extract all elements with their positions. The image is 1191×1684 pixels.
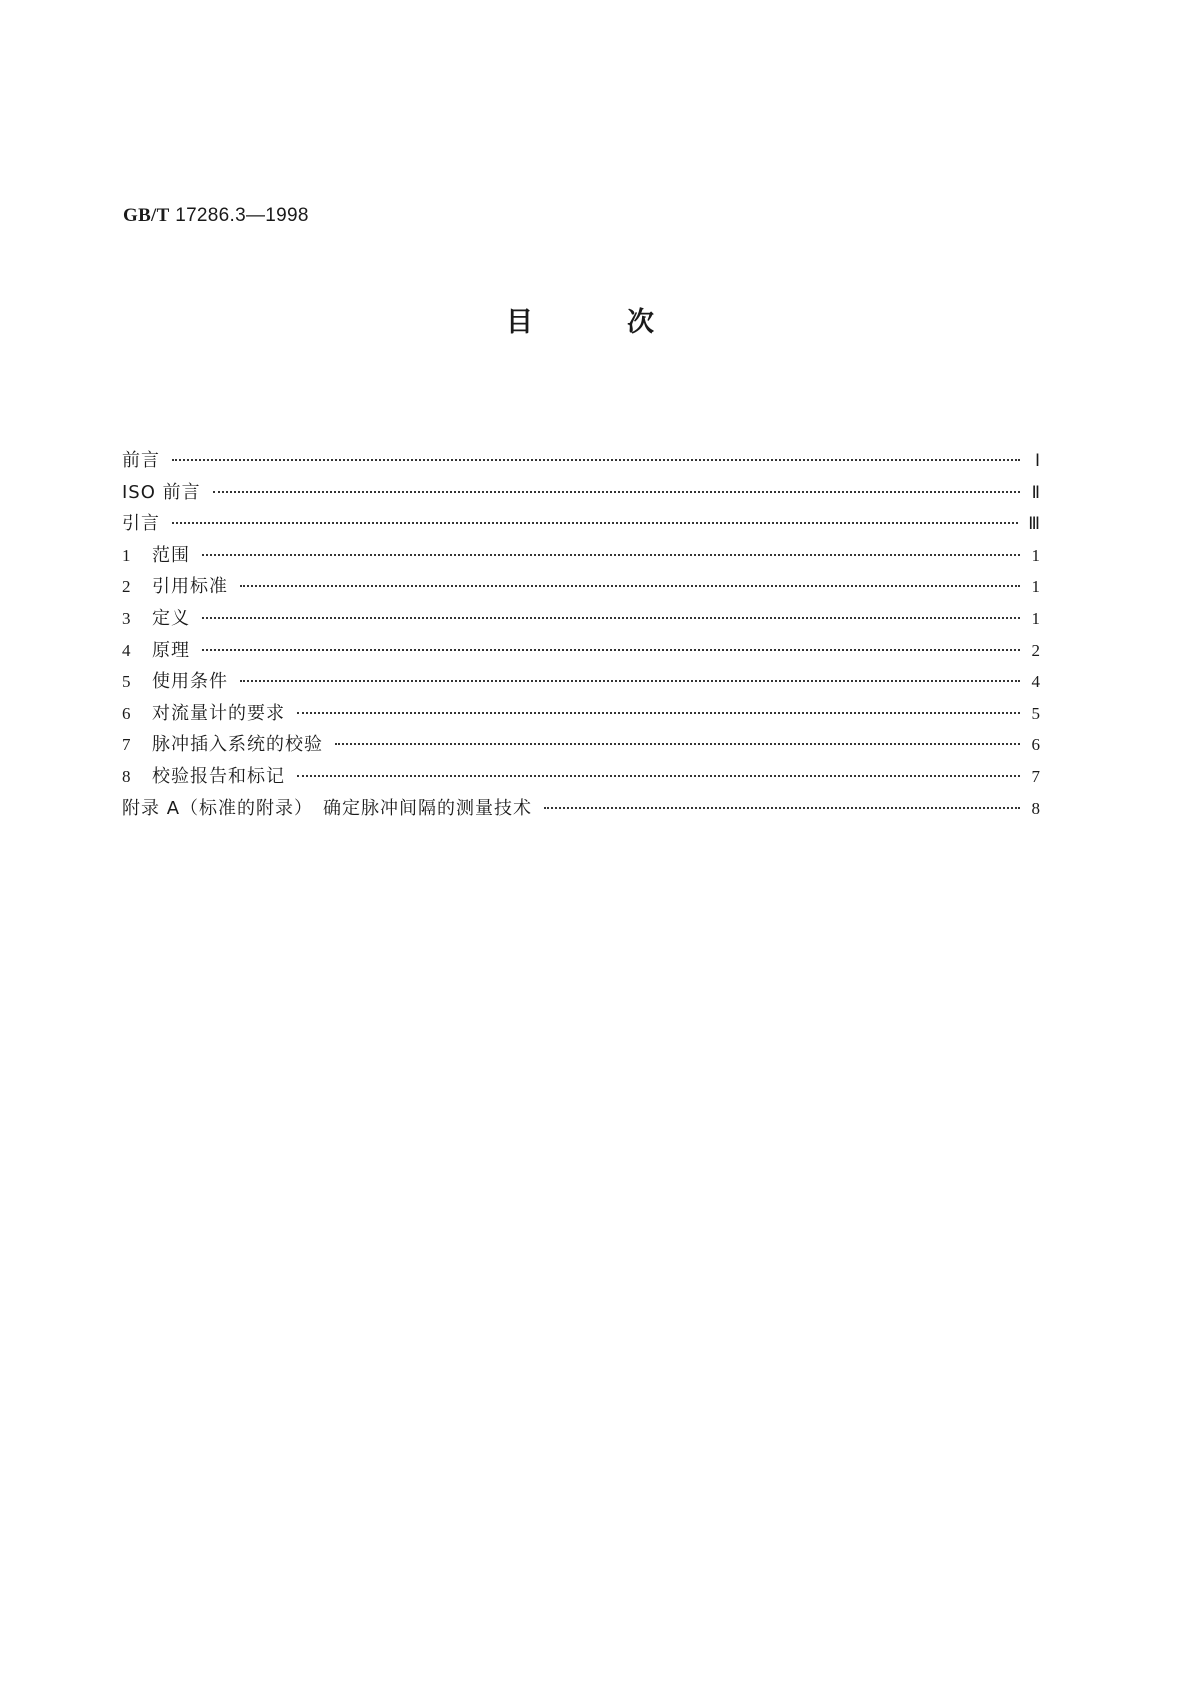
toc-entry-introduction[interactable] bbox=[122, 509, 1040, 541]
toc-entry-label: 脉冲插入系统的校验 bbox=[152, 734, 323, 756]
toc-entry-page: Ⅱ bbox=[1031, 482, 1040, 502]
toc-entry-page: Ⅲ bbox=[1028, 514, 1040, 534]
toc-entry-iso-preface[interactable] bbox=[122, 478, 1040, 510]
toc-entry-pulse-system-verification[interactable] bbox=[122, 730, 1040, 762]
dot-leader bbox=[240, 680, 1020, 682]
toc-entry-page: 4 bbox=[1031, 672, 1040, 692]
toc-entry-label: 范围 bbox=[152, 544, 190, 566]
dot-leader bbox=[213, 491, 1020, 493]
toc-entry-number: 6 bbox=[122, 703, 131, 723]
toc-entry-conditions-of-use[interactable] bbox=[122, 667, 1040, 699]
toc-entry-report-and-marking[interactable] bbox=[122, 762, 1040, 794]
toc-entry-label: 引言 bbox=[122, 513, 160, 535]
toc-entry-scope[interactable] bbox=[122, 541, 1040, 573]
toc-title bbox=[0, 300, 1191, 340]
toc-entry-label: 附录 A（标准的附录） 确定脉冲间隔的测量技术 bbox=[122, 797, 533, 819]
toc-entry-preface[interactable] bbox=[122, 446, 1040, 478]
toc-entry-page: 2 bbox=[1031, 640, 1040, 660]
toc-entry-number: 5 bbox=[122, 672, 131, 692]
table-of-contents bbox=[122, 446, 1040, 825]
toc-entry-definitions[interactable] bbox=[122, 604, 1040, 636]
toc-entry-number: 4 bbox=[122, 640, 131, 660]
toc-entry-number: 1 bbox=[122, 545, 131, 565]
standard-prefix: GB/T bbox=[123, 205, 170, 226]
toc-entry-label: 前言 bbox=[122, 450, 160, 471]
toc-entry-label: 使用条件 bbox=[152, 671, 228, 693]
dot-leader bbox=[172, 459, 1020, 461]
toc-entry-label: 校验报告和标记 bbox=[152, 765, 285, 787]
toc-entry-page: 1 bbox=[1031, 545, 1040, 565]
toc-entry-principle[interactable] bbox=[122, 636, 1040, 668]
dot-leader bbox=[202, 649, 1020, 651]
dot-leader bbox=[335, 743, 1020, 745]
toc-entry-meter-requirements[interactable] bbox=[122, 699, 1040, 731]
toc-entry-label: ISO 前言 bbox=[122, 481, 201, 503]
dot-leader bbox=[240, 585, 1020, 587]
toc-entry-number: 3 bbox=[122, 608, 131, 628]
dot-leader bbox=[297, 775, 1020, 777]
toc-entry-number: 8 bbox=[122, 766, 131, 786]
document-code bbox=[123, 205, 309, 227]
toc-entry-label: 原理 bbox=[152, 639, 190, 661]
toc-entry-annex-a[interactable] bbox=[122, 794, 1040, 826]
toc-entry-label: 对流量计的要求 bbox=[152, 702, 285, 724]
toc-entry-label: 引用标准 bbox=[152, 576, 228, 598]
standard-number: 17286.3—1998 bbox=[175, 205, 309, 226]
toc-entry-number: 2 bbox=[122, 577, 131, 597]
dot-leader bbox=[544, 807, 1020, 809]
toc-title-char-2: 次 bbox=[627, 307, 654, 338]
toc-entry-page: 7 bbox=[1031, 766, 1040, 786]
toc-entry-page: Ⅰ bbox=[1034, 451, 1040, 470]
dot-leader bbox=[297, 712, 1020, 714]
toc-entry-page: 5 bbox=[1031, 703, 1040, 723]
toc-title-char-1: 目 bbox=[506, 307, 533, 338]
toc-entry-page: 1 bbox=[1031, 577, 1040, 597]
dot-leader bbox=[202, 617, 1020, 619]
toc-entry-number: 7 bbox=[122, 735, 131, 755]
toc-entry-page: 6 bbox=[1031, 735, 1040, 755]
toc-entry-page: 1 bbox=[1031, 608, 1040, 628]
dot-leader bbox=[202, 554, 1020, 556]
toc-entry-normative-references[interactable] bbox=[122, 572, 1040, 604]
toc-entry-page: 8 bbox=[1031, 798, 1040, 818]
dot-leader bbox=[172, 522, 1018, 524]
toc-entry-label: 定义 bbox=[152, 607, 190, 629]
